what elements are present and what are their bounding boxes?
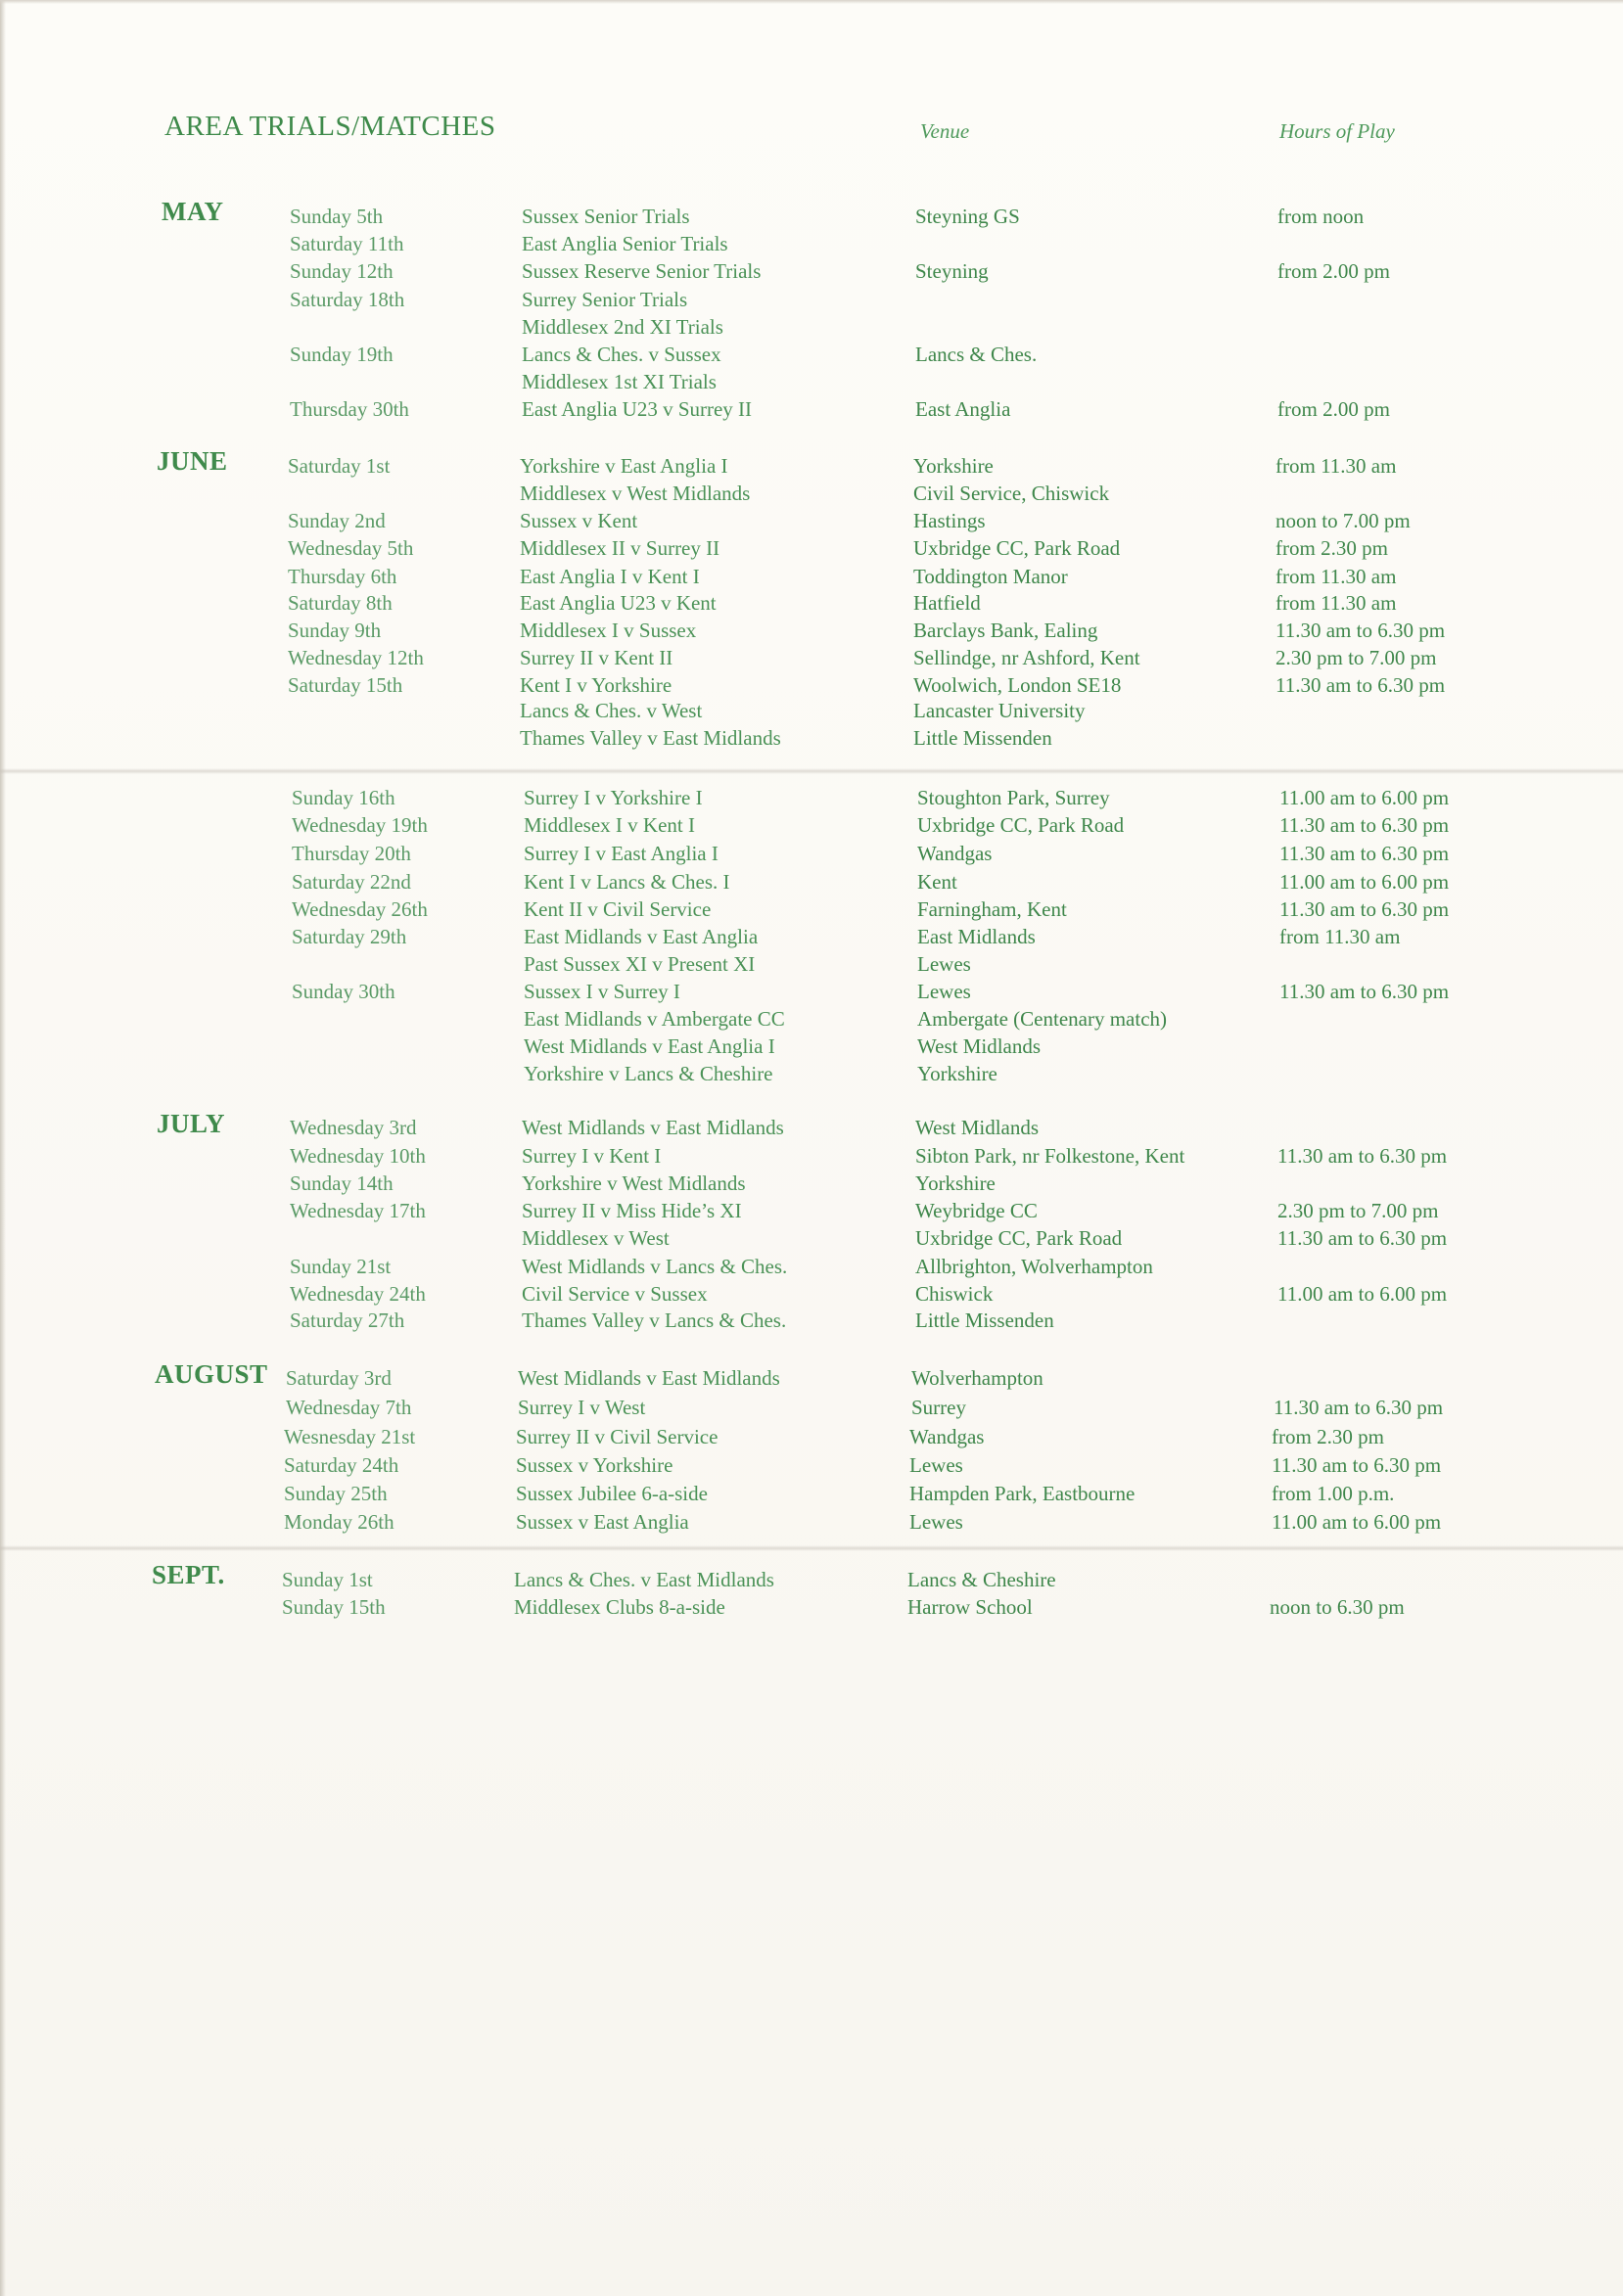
fixture-cell: Yorkshire v West Midlands xyxy=(522,1171,746,1195)
fixture-cell: Thames Valley v Lancs & Ches. xyxy=(522,1309,787,1332)
venue-cell: Farningham, Kent xyxy=(917,897,1067,921)
month-label: AUGUST xyxy=(155,1359,268,1389)
month-label: JULY xyxy=(157,1109,226,1138)
hours-cell: 11.30 am to 6.30 pm xyxy=(1274,1396,1444,1419)
fixture-cell: West Midlands v Lancs & Ches. xyxy=(522,1255,788,1278)
schedule-row xyxy=(2,895,1623,923)
date-cell: Sunday 2nd xyxy=(288,509,386,532)
venue-cell: Allbrighton, Wolverhampton xyxy=(915,1255,1153,1278)
schedule-row xyxy=(0,313,1623,341)
date-cell: Thursday 20th xyxy=(292,842,411,865)
venue-cell: Lewes xyxy=(917,980,971,1003)
fixture-cell: Past Sussex XI v Present XI xyxy=(524,952,756,976)
schedule-row xyxy=(0,452,1621,480)
schedule-row xyxy=(0,563,1621,590)
fixture-cell: Civil Service v Sussex xyxy=(522,1282,708,1306)
hours-cell: from 11.30 am xyxy=(1279,925,1401,948)
date-cell: Sunday 30th xyxy=(292,980,395,1003)
hours-cell: 11.30 am to 6.30 pm xyxy=(1272,1453,1442,1477)
schedule-row xyxy=(0,1480,1617,1507)
hours-cell: 2.30 pm to 7.00 pm xyxy=(1277,1199,1439,1222)
venue-cell: Steyning xyxy=(915,259,989,283)
schedule-row xyxy=(0,1508,1617,1536)
fixture-cell: East Midlands v East Anglia xyxy=(524,925,759,948)
fixture-cell: Sussex v Yorkshire xyxy=(516,1453,673,1477)
fixture-cell: Middlesex I v Kent I xyxy=(524,813,695,837)
date-cell: Sunday 9th xyxy=(288,619,382,642)
venue-cell: West Midlands xyxy=(915,1116,1040,1139)
fixture-cell: Kent I v Lancs & Ches. I xyxy=(524,870,730,894)
schedule-row xyxy=(2,950,1623,978)
schedule-row xyxy=(0,507,1621,534)
hours-cell: 11.00 am to 6.00 pm xyxy=(1279,870,1450,894)
schedule-row xyxy=(0,1170,1623,1197)
schedule-row xyxy=(0,617,1621,644)
schedule-row xyxy=(0,1451,1617,1479)
schedule-row xyxy=(2,923,1623,950)
schedule-row xyxy=(0,480,1621,507)
fixture-cell: Middlesex v West Midlands xyxy=(520,482,751,505)
date-cell: Thursday 30th xyxy=(290,397,409,421)
fixture-cell: Thames Valley v East Midlands xyxy=(520,726,781,750)
venue-cell: Uxbridge CC, Park Road xyxy=(917,813,1125,837)
hours-cell: from 1.00 p.m. xyxy=(1272,1482,1395,1505)
schedule-row xyxy=(0,1280,1623,1308)
schedule-row xyxy=(0,203,1623,230)
schedule-row xyxy=(0,1114,1623,1141)
date-cell: Saturday 22nd xyxy=(292,870,411,894)
fixture-cell: East Midlands v Ambergate CC xyxy=(524,1007,785,1031)
venue-cell: Civil Service, Chiswick xyxy=(913,482,1110,505)
schedule-row xyxy=(2,1033,1623,1060)
hours-cell: noon to 7.00 pm xyxy=(1275,509,1411,532)
hours-cell: 11.00 am to 6.00 pm xyxy=(1277,1282,1448,1306)
fixture-cell: Surrey I v West xyxy=(518,1396,646,1419)
fixture-cell: East Anglia U23 v Kent xyxy=(520,591,717,615)
fixture-cell: West Midlands v East Anglia I xyxy=(524,1034,775,1058)
date-cell: Saturday 29th xyxy=(292,925,407,948)
hours-cell: 11.30 am to 6.30 pm xyxy=(1279,813,1450,837)
venue-cell: Uxbridge CC, Park Road xyxy=(913,536,1121,560)
fixture-cell: Surrey I v Kent I xyxy=(522,1144,662,1168)
venue-cell: Toddington Manor xyxy=(913,565,1068,588)
schedule-row xyxy=(0,1142,1623,1170)
date-cell: Saturday 24th xyxy=(284,1453,399,1477)
venue-cell: Wandgas xyxy=(909,1425,985,1448)
date-cell: Wednesday 24th xyxy=(290,1282,426,1306)
venue-cell: Barclays Bank, Ealing xyxy=(913,619,1098,642)
venue-cell: Kent xyxy=(917,870,957,894)
schedule-row xyxy=(0,724,1621,752)
date-cell: Saturday 8th xyxy=(288,591,393,615)
date-cell: Sunday 25th xyxy=(284,1482,388,1505)
date-cell: Sunday 5th xyxy=(290,205,384,228)
date-cell: Saturday 3rd xyxy=(286,1366,392,1390)
fixture-cell: Lancs & Ches. v Sussex xyxy=(522,343,721,366)
schedule-row xyxy=(0,589,1621,617)
fixture-cell: Sussex Reserve Senior Trials xyxy=(522,259,762,283)
venue-cell: Lancs & Cheshire xyxy=(907,1568,1056,1591)
hours-cell: 11.30 am to 6.30 pm xyxy=(1279,897,1450,921)
schedule-row xyxy=(0,1394,1619,1421)
venue-cell: Yorkshire xyxy=(913,454,994,478)
fixture-cell: Sussex Jubilee 6-a-side xyxy=(516,1482,708,1505)
fixture-cell: Sussex v Kent xyxy=(520,509,638,532)
venue-cell: Hatfield xyxy=(913,591,981,615)
hours-cell: from noon xyxy=(1277,205,1365,228)
venue-cell: Lancaster University xyxy=(913,699,1086,722)
fixture-cell: Sussex I v Surrey I xyxy=(524,980,680,1003)
hours-cell: from 11.30 am xyxy=(1275,565,1397,588)
fixture-cell: Lancs & Ches. v West xyxy=(520,699,703,722)
date-cell: Thursday 6th xyxy=(288,565,397,588)
fixture-cell: Sussex Senior Trials xyxy=(522,205,690,228)
venue-cell: Lancs & Ches. xyxy=(915,343,1038,366)
fixture-cell: Surrey II v Civil Service xyxy=(516,1425,719,1448)
fixture-cell: Yorkshire v Lancs & Cheshire xyxy=(524,1062,773,1085)
hours-cell: 11.30 am to 6.30 pm xyxy=(1279,980,1450,1003)
venue-column-header: Venue xyxy=(920,119,970,143)
schedule-row xyxy=(0,230,1623,257)
month-label: MAY xyxy=(162,197,224,226)
date-cell: Sunday 21st xyxy=(290,1255,392,1278)
schedule-row xyxy=(0,1197,1623,1224)
schedule-row xyxy=(0,257,1623,285)
date-cell: Saturday 1st xyxy=(288,454,391,478)
schedule-row xyxy=(2,784,1623,811)
venue-cell: Sellindge, nr Ashford, Kent xyxy=(913,646,1140,669)
date-cell: Monday 26th xyxy=(284,1510,394,1534)
hours-cell: from 11.30 am xyxy=(1275,454,1397,478)
fixture-cell: Surrey I v East Anglia I xyxy=(524,842,719,865)
schedule-row xyxy=(0,1224,1623,1252)
date-cell: Saturday 18th xyxy=(290,288,405,311)
hours-cell: 11.00 am to 6.00 pm xyxy=(1272,1510,1442,1534)
fixture-cell: East Anglia U23 v Surrey II xyxy=(522,397,753,421)
schedule-row xyxy=(0,697,1621,724)
fixture-cell: Middlesex I v Sussex xyxy=(520,619,697,642)
hours-cell: 11.30 am to 6.30 pm xyxy=(1277,1226,1448,1250)
venue-cell: Hastings xyxy=(913,509,986,532)
hours-cell: from 2.30 pm xyxy=(1272,1425,1384,1448)
date-cell: Wednesday 3rd xyxy=(290,1116,417,1139)
fixture-cell: Surrey Senior Trials xyxy=(522,288,688,311)
schedule-row xyxy=(2,840,1623,867)
fixture-cell: Kent I v Yorkshire xyxy=(520,673,672,697)
fixture-cell: West Midlands v East Midlands xyxy=(522,1116,784,1139)
date-cell: Wednesday 12th xyxy=(288,646,424,669)
schedule-row xyxy=(0,395,1623,423)
venue-cell: Yorkshire xyxy=(917,1062,997,1085)
date-cell: Sunday 14th xyxy=(290,1171,394,1195)
venue-cell: Wolverhampton xyxy=(911,1366,1043,1390)
venue-cell: Woolwich, London SE18 xyxy=(913,673,1122,697)
schedule-row xyxy=(0,1364,1619,1392)
venue-cell: Lewes xyxy=(909,1453,963,1477)
month-label: JUNE xyxy=(157,446,228,476)
venue-cell: Harrow School xyxy=(907,1595,1033,1619)
fixture-cell: Lancs & Ches. v East Midlands xyxy=(514,1568,774,1591)
fixture-cell: Sussex v East Anglia xyxy=(516,1510,689,1534)
fixture-cell: Middlesex 2nd XI Trials xyxy=(522,315,723,339)
date-cell: Saturday 27th xyxy=(290,1309,405,1332)
date-cell: Wednesday 19th xyxy=(292,813,428,837)
venue-cell: Yorkshire xyxy=(915,1171,996,1195)
date-cell: Saturday 15th xyxy=(288,673,403,697)
hours-cell: 11.00 am to 6.00 pm xyxy=(1279,786,1450,809)
schedule-row xyxy=(2,811,1623,839)
date-cell: Sunday 16th xyxy=(292,786,395,809)
fixture-cell: Yorkshire v East Anglia I xyxy=(520,454,728,478)
fold-line xyxy=(0,768,1623,774)
venue-cell: Sibton Park, nr Folkestone, Kent xyxy=(915,1144,1185,1168)
month-label: SEPT. xyxy=(152,1560,225,1589)
schedule-row xyxy=(2,1005,1623,1033)
venue-cell: Steyning GS xyxy=(915,205,1020,228)
page-title: AREA TRIALS/MATCHES xyxy=(164,111,496,142)
venue-cell: Stoughton Park, Surrey xyxy=(917,786,1110,809)
hours-cell: from 11.30 am xyxy=(1275,591,1397,615)
fixture-cell: Middlesex 1st XI Trials xyxy=(522,370,717,393)
hours-cell: from 2.00 pm xyxy=(1277,397,1390,421)
date-cell: Wednesday 7th xyxy=(286,1396,412,1419)
fixture-cell: Middlesex II v Surrey II xyxy=(520,536,720,560)
schedule-row xyxy=(0,1593,1615,1621)
fixture-cell: Middlesex Clubs 8-a-side xyxy=(514,1595,725,1619)
fixture-cell: East Anglia Senior Trials xyxy=(522,232,728,255)
date-cell: Saturday 11th xyxy=(290,232,404,255)
schedule-row xyxy=(0,1307,1623,1334)
venue-cell: West Midlands xyxy=(917,1034,1042,1058)
date-cell: Sunday 15th xyxy=(282,1595,386,1619)
hours-cell: 2.30 pm to 7.00 pm xyxy=(1275,646,1437,669)
venue-cell: Wandgas xyxy=(917,842,993,865)
date-cell: Wednesday 5th xyxy=(288,536,414,560)
fixture-cell: West Midlands v East Midlands xyxy=(518,1366,780,1390)
schedule-row xyxy=(0,671,1621,699)
date-cell: Sunday 12th xyxy=(290,259,394,283)
venue-cell: East Anglia xyxy=(915,397,1011,421)
fixture-cell: East Anglia I v Kent I xyxy=(520,565,700,588)
venue-cell: Little Missenden xyxy=(915,1309,1054,1332)
date-cell: Wednesday 10th xyxy=(290,1144,426,1168)
schedule-row xyxy=(2,1060,1623,1087)
schedule-row xyxy=(0,1253,1623,1280)
schedule-row xyxy=(0,368,1623,395)
date-cell: Wednesday 26th xyxy=(292,897,428,921)
schedule-row xyxy=(2,978,1623,1005)
date-cell: Sunday 19th xyxy=(290,343,394,366)
venue-cell: Uxbridge CC, Park Road xyxy=(915,1226,1123,1250)
venue-cell: Chiswick xyxy=(915,1282,994,1306)
date-cell: Wednesday 17th xyxy=(290,1199,426,1222)
venue-cell: Hampden Park, Eastbourne xyxy=(909,1482,1136,1505)
fixture-cell: Surrey I v Yorkshire I xyxy=(524,786,703,809)
schedule-row xyxy=(0,644,1621,671)
venue-cell: Surrey xyxy=(911,1396,966,1419)
fixture-cell: Middlesex v West xyxy=(522,1226,670,1250)
venue-cell: Lewes xyxy=(917,952,971,976)
hours-cell: 11.30 am to 6.30 pm xyxy=(1277,1144,1448,1168)
venue-cell: East Midlands xyxy=(917,925,1036,948)
hours-cell: 11.30 am to 6.30 pm xyxy=(1279,842,1450,865)
fixture-cell: Surrey II v Kent II xyxy=(520,646,673,669)
schedule-row xyxy=(2,868,1623,895)
schedule-row xyxy=(0,534,1621,562)
schedule-row xyxy=(0,1566,1615,1593)
date-cell: Sunday 1st xyxy=(282,1568,373,1591)
schedule-row xyxy=(0,341,1623,368)
venue-cell: Little Missenden xyxy=(913,726,1052,750)
hours-column-header: Hours of Play xyxy=(1279,119,1395,143)
hours-cell: 11.30 am to 6.30 pm xyxy=(1275,619,1446,642)
hours-cell: 11.30 am to 6.30 pm xyxy=(1275,673,1446,697)
fixture-cell: Kent II v Civil Service xyxy=(524,897,712,921)
hours-cell: noon to 6.30 pm xyxy=(1270,1595,1405,1619)
schedule-row xyxy=(0,286,1623,313)
hours-cell: from 2.00 pm xyxy=(1277,259,1390,283)
venue-cell: Lewes xyxy=(909,1510,963,1534)
hours-cell: from 2.30 pm xyxy=(1275,536,1388,560)
venue-cell: Ambergate (Centenary match) xyxy=(917,1007,1168,1031)
fixture-cell: Surrey II v Miss Hide’s XI xyxy=(522,1199,742,1222)
date-cell: Wesnesday 21st xyxy=(284,1425,416,1448)
fold-line xyxy=(0,1545,1623,1551)
venue-cell: Weybridge CC xyxy=(915,1199,1038,1222)
schedule-row xyxy=(0,1423,1617,1450)
paper-edge xyxy=(0,0,1623,4)
